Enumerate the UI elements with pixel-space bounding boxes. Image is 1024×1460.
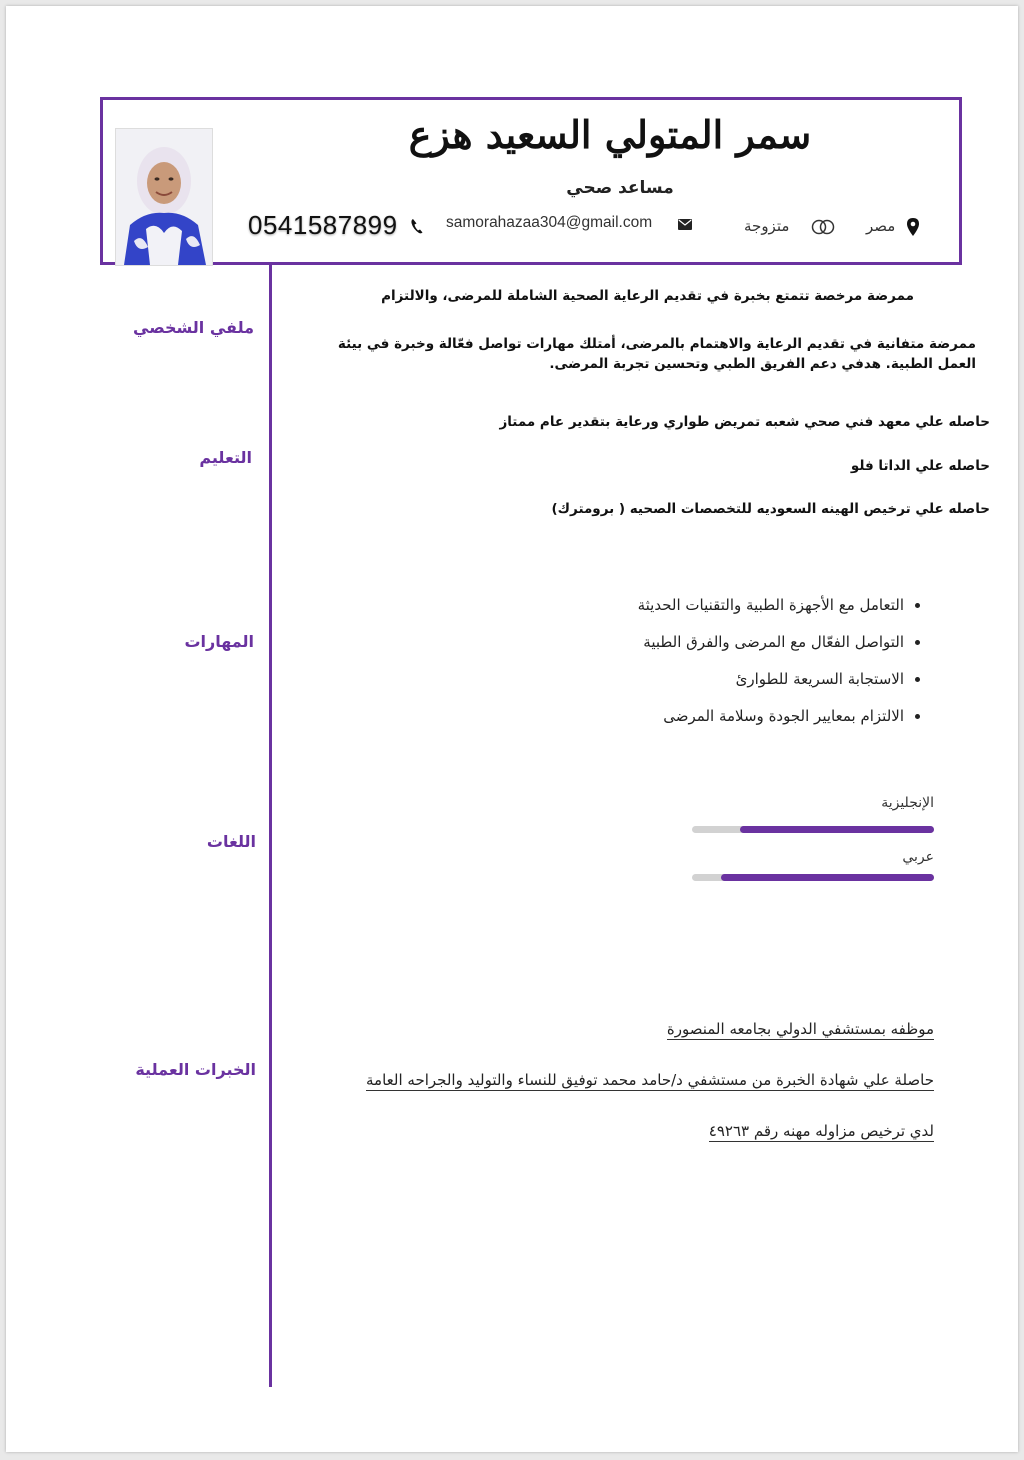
candidate-name: سمر المتولي السعيد هزع	[408, 112, 812, 157]
mail-icon	[678, 219, 692, 230]
phone-icon	[410, 217, 424, 235]
rings-icon	[810, 219, 836, 235]
skill-item: • الاستجابة السريعة للطوارئ	[484, 670, 904, 707]
experience-item: موظفه بمستشفي الدولي بجامعه المنصورة	[666, 1020, 934, 1038]
marital-status: متزوجة	[744, 217, 790, 235]
profile-summary: ممرضة مرخصة تتمتع بخبرة في تقديم الرعاية الصحية الشاملة للمرضى، والالتزام	[381, 288, 914, 304]
language-level-fill	[721, 874, 934, 881]
section-title-skills: المهارات	[184, 632, 254, 651]
experience-item: حاصلة علي شهادة الخبرة من مستشفي د/حامد محمد توفيق للنساء والتوليد والجراحه العامة	[366, 1071, 934, 1089]
skill-item: • الالتزام بمعايير الجودة وسلامة المرضى	[484, 707, 904, 744]
language-level-bar	[692, 874, 934, 881]
location-pin-icon	[907, 218, 919, 236]
phone-number[interactable]: 0541587899	[248, 210, 398, 240]
education-item: حاصله علي الداتا فلو	[850, 458, 990, 474]
language-label: عربي	[902, 849, 934, 865]
section-title-profile: ملفي الشخصي	[133, 318, 254, 337]
experience-item: لدي ترخيص مزاوله مهنه رقم ٤٩٢٦٣	[708, 1122, 934, 1140]
section-title-experience: الخبرات العملية	[135, 1060, 256, 1079]
education-item: حاصله علي ترخيص الهينه السعوديه للتخصصات الصحيه ( برومترك)	[551, 501, 990, 517]
skill-item: • التواصل الفعّال مع المرضى والفرق الطبية	[484, 633, 904, 670]
job-title: مساعد صحي	[566, 178, 674, 198]
profile-body: ممرضة متفانية في تقديم الرعاية والاهتمام بالمرضى، أمتلك مهارات تواصل فعّالة وخبرة في بيئة العمل الطبية. هدفي دعم الفريق الطبي وتحسين تجربة المرضى.	[337, 336, 976, 372]
section-title-languages: اللغات	[206, 832, 256, 851]
country: مصر	[866, 217, 896, 235]
skills-list	[484, 596, 926, 744]
email-address[interactable]: samorahazaa304@gmail.com	[446, 214, 653, 231]
language-label: الإنجليزية	[881, 795, 934, 811]
language-level-bar	[692, 826, 934, 833]
skill-item: • التعامل مع الأجهزة الطبية والتقنيات الحديثة	[484, 596, 904, 633]
timeline-divider	[269, 265, 272, 1387]
avatar-photo	[115, 128, 213, 266]
language-level-fill	[740, 826, 934, 833]
education-item: حاصله علي معهد فني صحي شعبه تمريض طواري ورعاية بتقدير عام ممتاز	[499, 414, 990, 430]
section-title-education: التعليم	[199, 448, 252, 467]
